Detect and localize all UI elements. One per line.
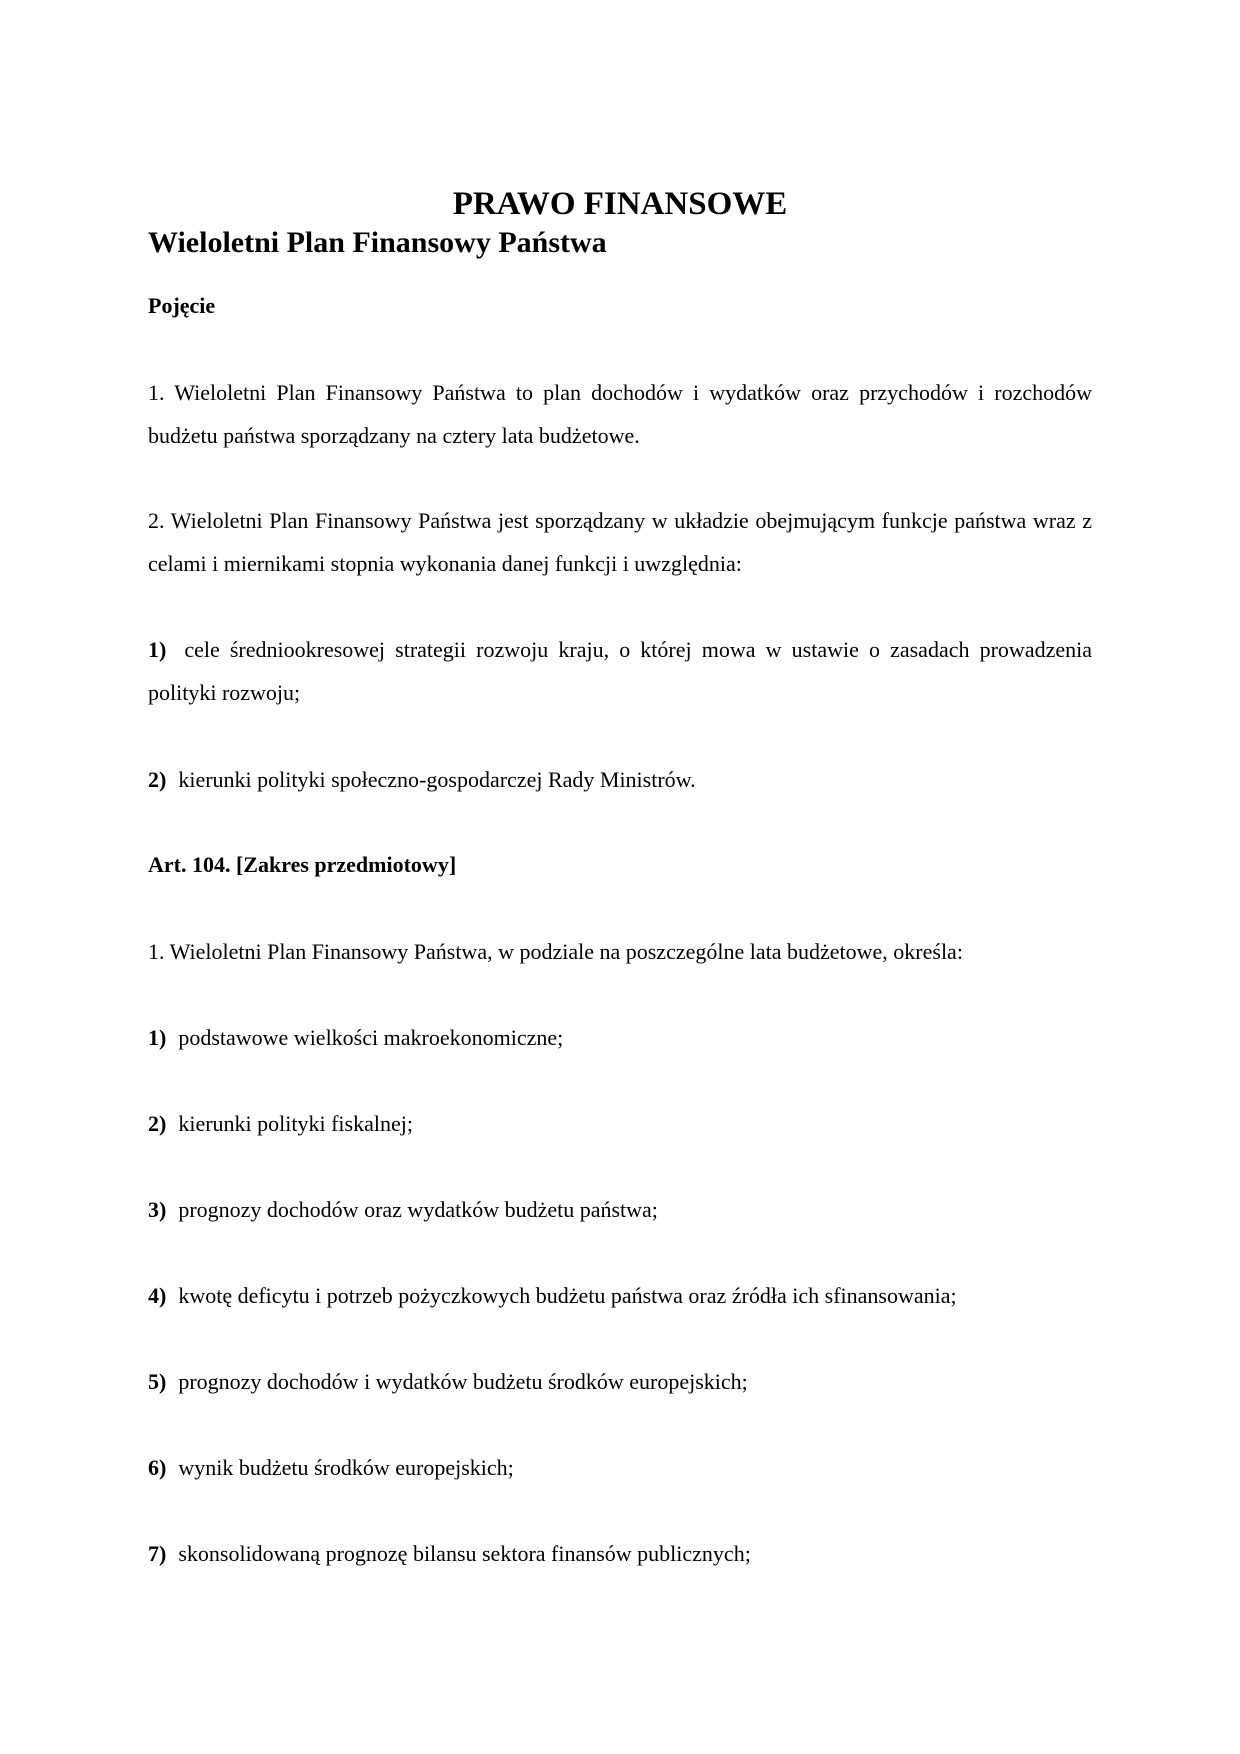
article-heading: Art. 104. [Zakres przedmiotowy] bbox=[148, 852, 457, 877]
list-item-text: prognozy dochodów i wydatków budżetu środków europejskich; bbox=[178, 1369, 748, 1394]
list-item-text: wynik budżetu środków europejskich; bbox=[178, 1455, 514, 1480]
list-item bbox=[148, 769, 696, 791]
document-subtitle: Wieloletni Plan Finansowy Państwa bbox=[148, 226, 607, 259]
list-item-text: kierunki polityki społeczno-gospodarczej Rady Ministrów. bbox=[178, 767, 696, 792]
list-item-text: prognozy dochodów oraz wydatków budżetu państwa; bbox=[178, 1197, 658, 1222]
list-item bbox=[148, 628, 1092, 714]
list-item-number: 3) bbox=[148, 1197, 167, 1222]
paragraph-1: 1. Wieloletni Plan Finansowy Państwa to plan dochodów i wydatków oraz przychodów i rozchodów budżetu państwa sporządzany na cztery lata budżetowe. bbox=[148, 380, 1092, 448]
list-item-number: 7) bbox=[148, 1541, 167, 1566]
list-item-text: podstawowe wielkości makroekonomiczne; bbox=[178, 1025, 564, 1050]
list-item bbox=[148, 1457, 514, 1479]
list-item-text: kwotę deficytu i potrzeb pożyczkowych budżetu państwa oraz źródła ich sfinansowania; bbox=[178, 1283, 957, 1308]
list-item bbox=[148, 1027, 563, 1049]
list-item bbox=[148, 1285, 957, 1307]
list-item bbox=[148, 1113, 413, 1135]
list-item-number: 5) bbox=[148, 1369, 167, 1394]
list-item-number: 4) bbox=[148, 1283, 167, 1308]
list-item-number: 1) bbox=[148, 1025, 167, 1050]
list-item-number: 6) bbox=[148, 1455, 167, 1480]
list-item bbox=[148, 1371, 748, 1393]
document-title: PRAWO FINANSOWE bbox=[452, 186, 788, 222]
list-item-number: 1) bbox=[148, 637, 167, 662]
list-item-text: kierunki polityki fiskalnej; bbox=[178, 1111, 413, 1136]
list-item-number: 2) bbox=[148, 1111, 167, 1136]
list-item-text: cele średniookresowej strategii rozwoju kraju, o której mowa w ustawie o zasadach prowadzenia polityki rozwoju; bbox=[148, 637, 1092, 705]
article-intro: 1. Wieloletni Plan Finansowy Państwa, w podziale na poszczególne lata budżetowe, określa: bbox=[148, 939, 963, 964]
list-item-text: skonsolidowaną prognozę bilansu sektora finansów publicznych; bbox=[178, 1541, 751, 1566]
list-item bbox=[148, 1543, 751, 1565]
list-item bbox=[148, 1199, 658, 1221]
section-heading-pojecie: Pojęcie bbox=[148, 293, 216, 318]
list-item-number: 2) bbox=[148, 767, 167, 792]
paragraph-2: 2. Wieloletni Plan Finansowy Państwa jest sporządzany w układzie obejmującym funkcje państwa wraz z celami i miernikami stopnia wykonania danej funkcji i uwzględnia: bbox=[148, 508, 1092, 576]
